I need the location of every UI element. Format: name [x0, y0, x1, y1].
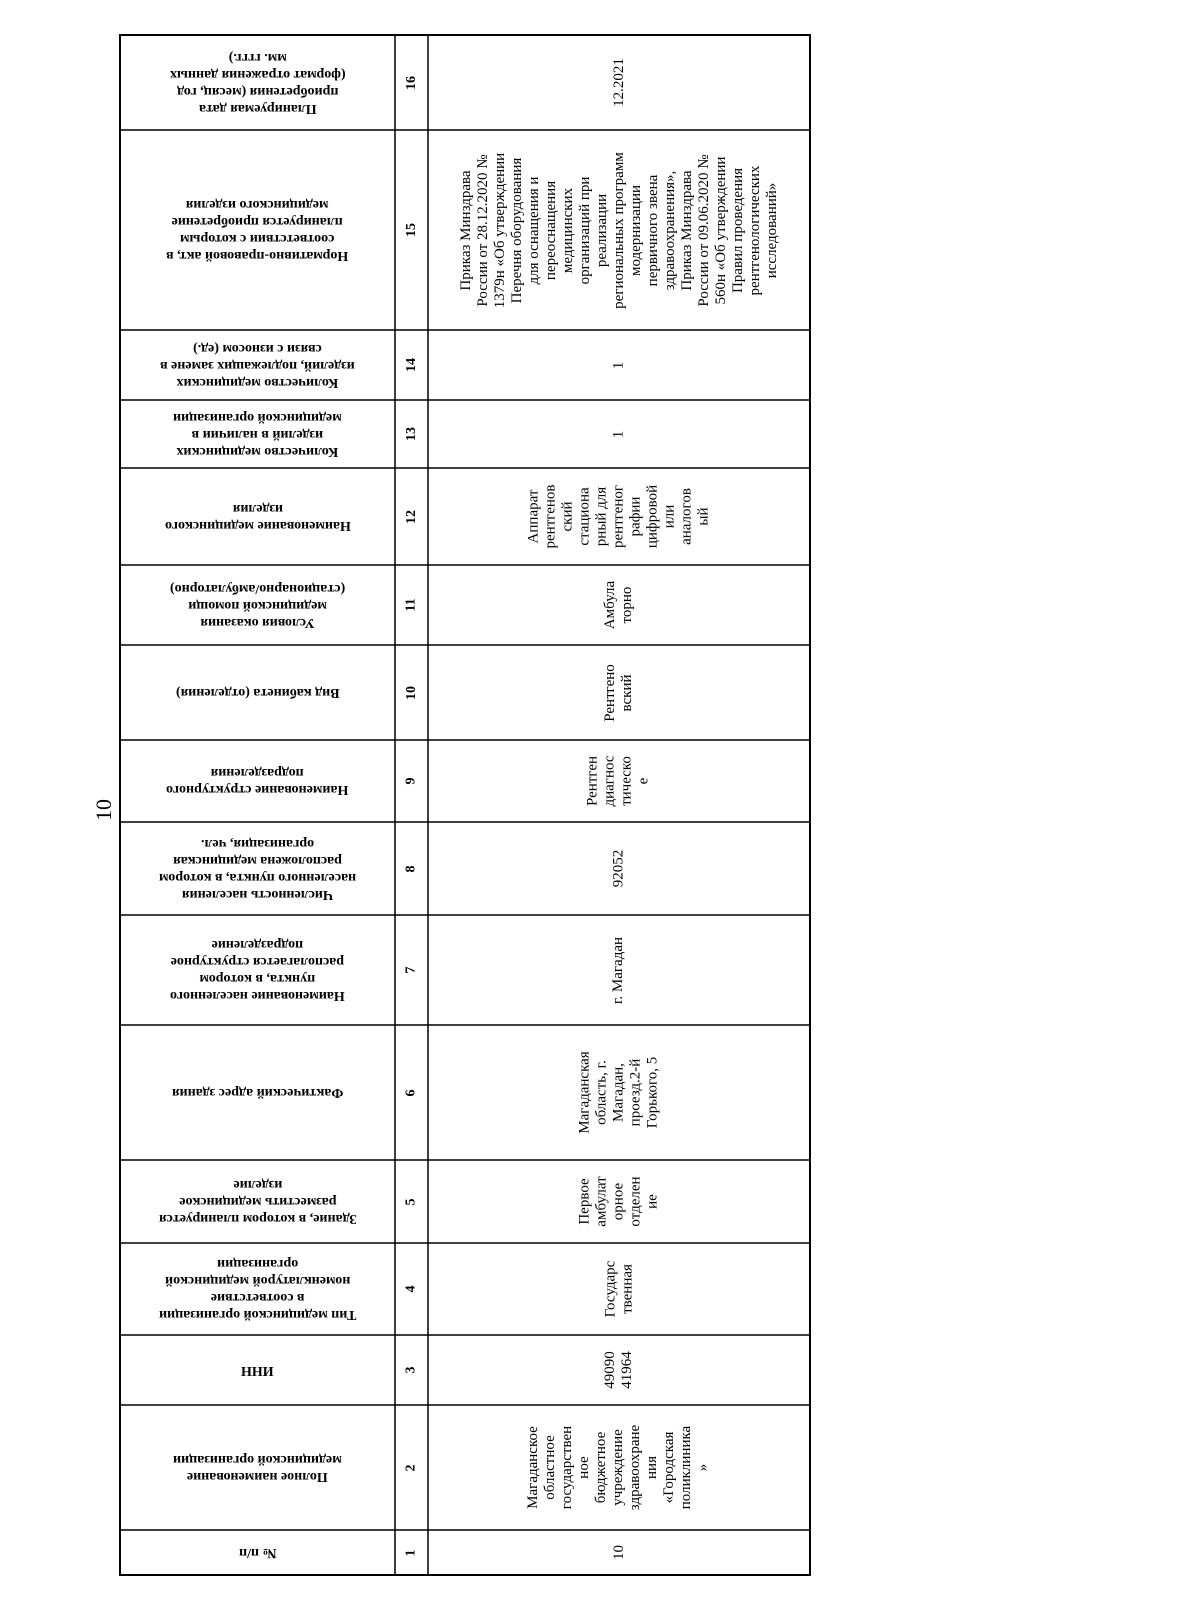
number-col-8: 8 — [403, 865, 419, 872]
number-col-10: 10 — [403, 685, 419, 700]
number-col-16: 16 — [403, 75, 419, 90]
header-col-2: Полное наименование медицинской организации — [173, 1451, 342, 1484]
page-number: 10 — [91, 799, 116, 821]
header-col-5: Здание, в котором планируется разместить медицинское изделие — [158, 1177, 357, 1226]
header-col-6: Фактический адрес здания — [171, 1085, 344, 1100]
number-col-12: 12 — [403, 509, 419, 524]
header-col-12: Наименование медицинского изделия — [164, 500, 351, 533]
header-col-7: Наименование населенного пункта, в котором располагается структурное подразделение — [170, 937, 345, 1003]
cell-col-16: 12.2021 — [610, 58, 627, 107]
number-col-11: 11 — [403, 598, 419, 612]
cell-col-10: Рентгено вский — [602, 663, 635, 722]
cell-col-15: Приказ Минздрава России от 28.12.2020 № 1379н «Об утверждении Перечня оборудования для оснащения и переоснащения медицинских организаций при реализации региональных программ модернизации первичного звена здравоохранения», Приказ Минздрава России от 09.06.2020 № 560н «Об утверждении Правил проведения рентгенологических исследований» — [457, 151, 780, 309]
cell-col-5: Первое амбулат орное отделен ие — [576, 1176, 661, 1227]
number-col-2: 2 — [403, 1464, 419, 1471]
number-col-3: 3 — [403, 1366, 419, 1374]
header-col-10: Вид кабинета (отделения) — [175, 685, 340, 700]
number-col-6: 6 — [403, 1089, 419, 1096]
header-col-11: Условия оказания медицинской помощи (стационарно/амбулаторно) — [169, 580, 346, 630]
cell-col-13: 1 — [610, 430, 627, 438]
header-col-9: Наименование структурного подразделения — [166, 765, 349, 797]
number-col-15: 15 — [403, 223, 419, 237]
cell-col-8: 92052 — [610, 849, 627, 888]
cell-col-6: Магаданская область, г. Магадан, проезд.2-й Горького, 5 — [576, 1051, 661, 1134]
cell-col-2: Магаданское областное государствен ное бюджетное учреждение здравоохране ния «Городская поликлиника » — [525, 1424, 712, 1511]
number-col-13: 13 — [403, 427, 419, 441]
number-col-7: 7 — [403, 966, 419, 974]
cell-col-3: 49090 41964 — [602, 1351, 635, 1389]
header-col-4: Тип медицинской организации в соответствие номенклатурой медицинской организации — [158, 1256, 357, 1322]
number-col-9: 9 — [403, 777, 419, 785]
number-col-14: 14 — [403, 358, 419, 372]
header-col-16: Планируемая дата приобретения (месяц, год (формат отражения данных мм. гггг.) — [169, 49, 346, 116]
cell-col-14: 1 — [610, 361, 627, 369]
header-col-1: № п/п — [238, 1545, 277, 1560]
cell-col-7: г. Магадан — [610, 936, 627, 1004]
number-col-5: 5 — [403, 1198, 419, 1205]
number-col-4: 4 — [403, 1285, 419, 1293]
cell-col-9: Рентген диагнос тическо е — [585, 755, 652, 807]
header-col-8: Численность населения населенного пункта, в котором расположена медицинская организация, чел. — [158, 835, 357, 902]
cell-col-4: Государс твенная — [601, 1260, 635, 1318]
header-col-13: Количество медицинских изделий в наличии в медицинской организации — [173, 409, 342, 459]
header-col-3: ИНН — [241, 1362, 274, 1378]
header-col-14: Количество медицинских изделий, подлежащих замене в связи с износом (ед.) — [160, 340, 355, 390]
header-col-15: Нормативно-правовой акт, в соответствии с которым планируется приобретение медицинского изделия — [166, 197, 349, 263]
cell-col-11: Амбула торно — [602, 580, 635, 630]
number-col-1: 1 — [403, 1549, 419, 1556]
cell-col-12: Аппарат рентгенов ский стациона рный для рентгеног рафии цифровой или аналогов ый — [525, 484, 712, 549]
cell-col-1: 10 — [610, 1545, 627, 1560]
